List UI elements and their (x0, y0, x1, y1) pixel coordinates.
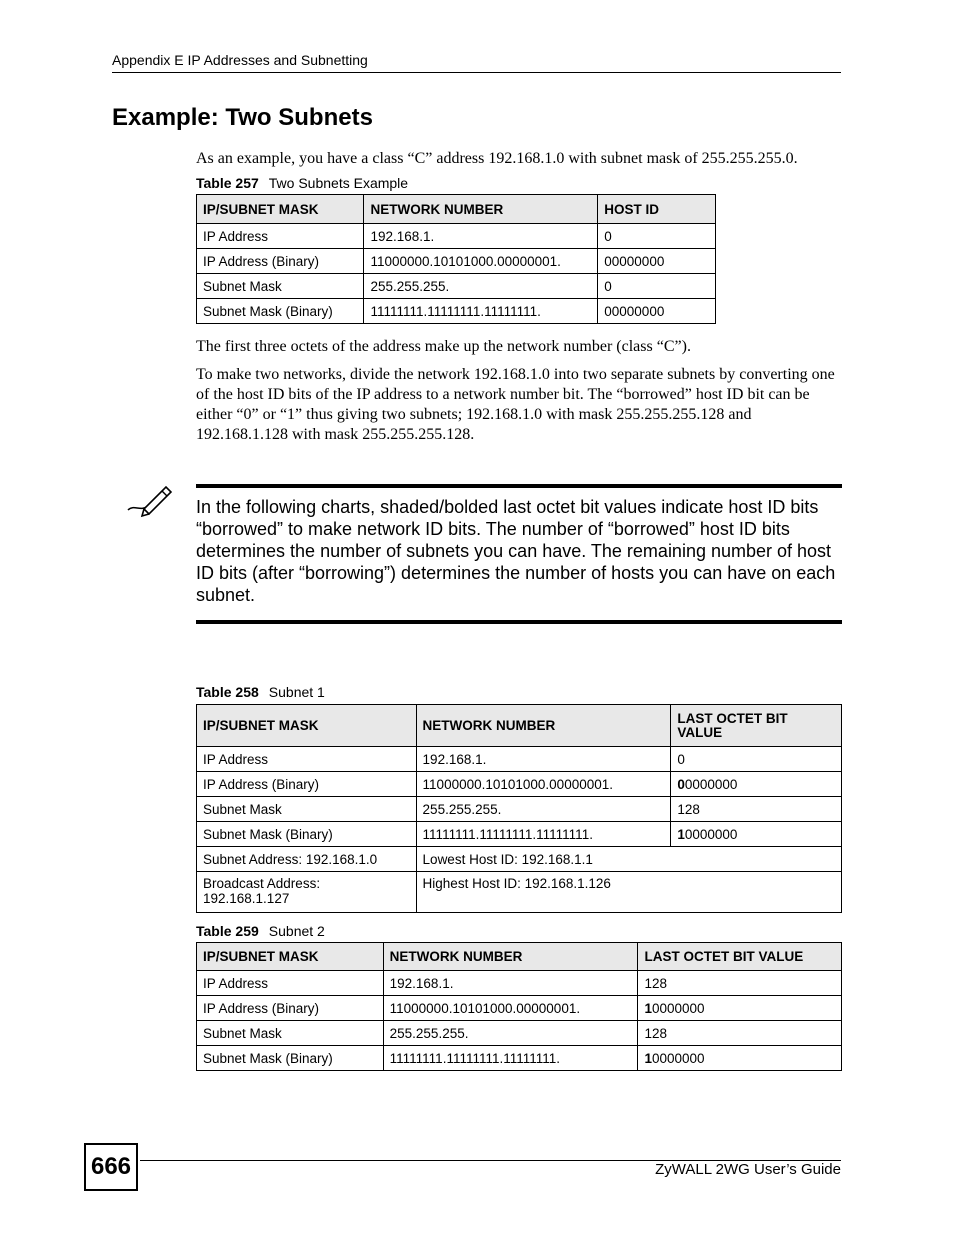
table-cell: Subnet Mask (Binary) (197, 1046, 384, 1071)
intro-paragraph: As an example, you have a class “C” address 192.168.1.0 with subnet mask of 255.255.255.0. (196, 150, 798, 167)
table-cell: 255.255.255. (416, 797, 671, 822)
table-cell: 11000000.10101000.00000001. (364, 249, 598, 274)
running-header: Appendix E IP Addresses and Subnetting (112, 52, 368, 68)
table-cell (638, 1021, 842, 1046)
bit-value: 0000000 (651, 1000, 705, 1016)
column-header: HOST ID (598, 195, 716, 224)
lowest-host-cell: Lowest Host ID: 192.168.1.1 (416, 847, 841, 872)
table-row (197, 847, 842, 872)
highest-host-cell: Highest Host ID: 192.168.1.126 (416, 872, 841, 913)
table-cell: Subnet Mask (Binary) (197, 299, 364, 324)
table-cell: 11111111.11111111.11111111. (416, 822, 671, 847)
borrowed-bit: 1 (644, 1050, 652, 1066)
table-cell: 11000000.10101000.00000001. (416, 772, 671, 797)
page-number: 666 (84, 1143, 138, 1191)
table-cell: 00000000 (598, 299, 716, 324)
octets-paragraph: The first three octets of the address make up the network number (class “C”). (196, 338, 691, 355)
note-bottom-rule (196, 620, 842, 624)
table-257-number: Table 257 (196, 175, 259, 191)
bit-value: 0 (677, 751, 685, 767)
column-header: LAST OCTET BIT VALUE (671, 705, 842, 747)
table-259-header-row (197, 943, 842, 971)
column-header: IP/SUBNET MASK (197, 195, 364, 224)
table-259-title: Subnet 2 (268, 923, 325, 939)
table-cell: 255.255.255. (364, 274, 598, 299)
pencil-note-icon (124, 484, 174, 518)
table-258-caption (196, 684, 325, 700)
table-cell: 0 (598, 274, 716, 299)
table-259 (196, 942, 842, 1071)
table-row (197, 772, 842, 797)
table-257 (196, 194, 716, 324)
section-title: Example: Two Subnets (112, 104, 373, 131)
bit-value: 0000000 (684, 776, 738, 792)
column-header: NETWORK NUMBER (364, 195, 598, 224)
broadcast-address-cell: Broadcast Address: 192.168.1.127 (197, 872, 417, 913)
table-row (197, 1021, 842, 1046)
table-row (197, 224, 716, 249)
table-cell: 0 (598, 224, 716, 249)
table-cell (671, 747, 842, 772)
table-row (197, 274, 716, 299)
table-cell (638, 971, 842, 996)
borrowed-bit: 1 (677, 826, 685, 842)
table-cell: Subnet Mask (197, 1021, 384, 1046)
borrowed-bit: 1 (644, 1000, 652, 1016)
table-cell (638, 996, 842, 1021)
guide-title: ZyWALL 2WG User’s Guide (655, 1161, 841, 1178)
table-cell: Subnet Mask (197, 274, 364, 299)
table-cell (671, 822, 842, 847)
table-row (197, 747, 842, 772)
table-row (197, 996, 842, 1021)
bit-value: 128 (644, 1025, 667, 1041)
table-cell: IP Address (Binary) (197, 772, 417, 797)
table-258 (196, 704, 842, 913)
bit-value: 128 (677, 801, 700, 817)
column-header: IP/SUBNET MASK (197, 705, 417, 747)
column-header: NETWORK NUMBER (416, 705, 671, 747)
table-257-title: Two Subnets Example (268, 175, 409, 191)
table-row (197, 971, 842, 996)
borrowed-bit: 0 (677, 776, 685, 792)
bit-value: 128 (644, 975, 667, 991)
bit-value: 0000000 (684, 826, 738, 842)
bit-value: 0000000 (651, 1050, 705, 1066)
table-cell: 11000000.10101000.00000001. (383, 996, 638, 1021)
table-cell: Subnet Mask (Binary) (197, 822, 417, 847)
two-networks-paragraph: To make two networks, divide the network 192.168.1.0 into two separate subnets by converting one of the host ID bits of the IP address to a network number bit. The “borrowed” host ID bit can be either “0” or “1” thus giving two subnets; 192.168.1.0 with mask 255.255.255.128 and 192.168.1.128 with mask 255.255.255.128. (196, 366, 835, 443)
table-row (197, 249, 716, 274)
table-cell: 00000000 (598, 249, 716, 274)
table-259-number: Table 259 (196, 923, 259, 939)
table-cell: 192.168.1. (383, 971, 638, 996)
table-row (197, 822, 842, 847)
table-cell: 255.255.255. (383, 1021, 638, 1046)
table-cell: IP Address (Binary) (197, 249, 364, 274)
table-cell (671, 797, 842, 822)
table-258-header-row (197, 705, 842, 747)
table-row (197, 1046, 842, 1071)
table-cell: 11111111.11111111.11111111. (383, 1046, 638, 1071)
header-divider (112, 72, 841, 73)
table-cell: 192.168.1. (364, 224, 598, 249)
note-text: In the following charts, shaded/bolded last octet bit values indicate host ID bits “borrowed” to make network ID bits. The number of “borrowed” host ID bits determines the number of subnets you can have. The remaining number of host ID bits (after “borrowing”) determines the number of hosts you can have on each subnet. (196, 497, 836, 605)
table-row (197, 797, 842, 822)
table-258-number: Table 258 (196, 684, 259, 700)
subnet-address-cell: Subnet Address: 192.168.1.0 (197, 847, 417, 872)
table-257-header-row (197, 195, 716, 224)
table-cell: 11111111.11111111.11111111. (364, 299, 598, 324)
column-header: IP/SUBNET MASK (197, 943, 384, 971)
column-header: NETWORK NUMBER (383, 943, 638, 971)
table-cell (671, 772, 842, 797)
table-cell: 192.168.1. (416, 747, 671, 772)
table-row (197, 872, 842, 913)
table-cell: IP Address (197, 224, 364, 249)
table-cell: IP Address (197, 971, 384, 996)
table-cell: IP Address (Binary) (197, 996, 384, 1021)
table-258-title: Subnet 1 (268, 684, 325, 700)
table-257-caption (196, 175, 408, 191)
table-cell (638, 1046, 842, 1071)
column-header: LAST OCTET BIT VALUE (638, 943, 842, 971)
note-top-rule (196, 484, 842, 488)
table-cell: IP Address (197, 747, 417, 772)
table-259-caption (196, 923, 325, 939)
table-cell: Subnet Mask (197, 797, 417, 822)
table-row (197, 299, 716, 324)
